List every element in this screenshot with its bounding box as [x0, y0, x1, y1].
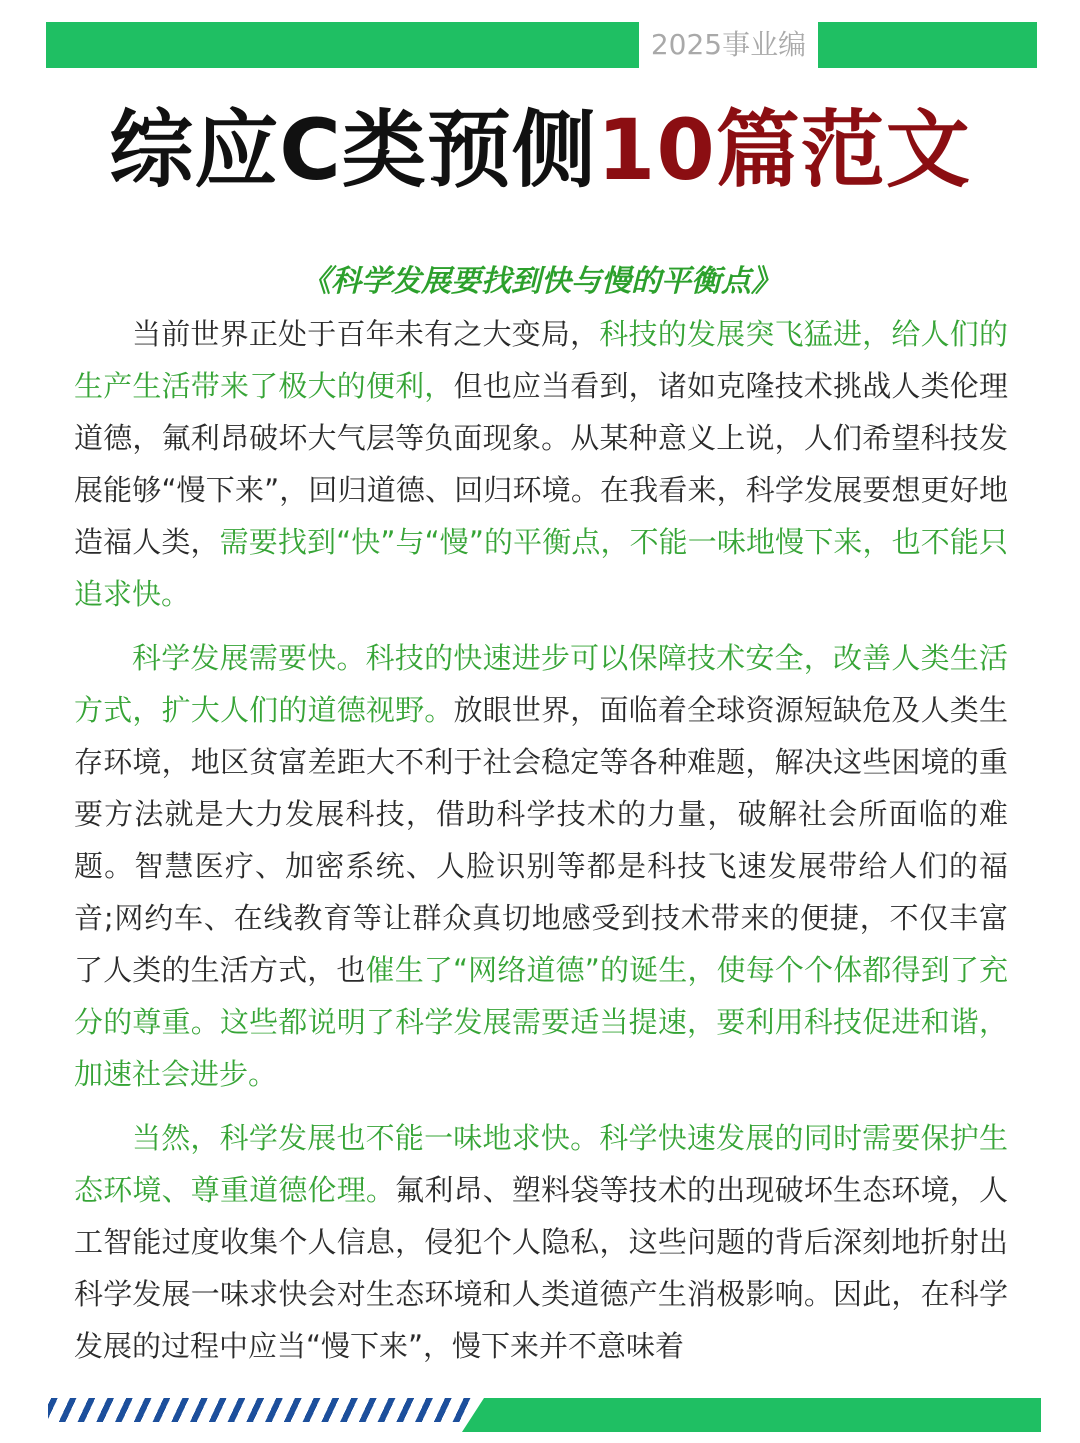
text-segment: 但也应当看到，诸如克隆技术挑战人类伦理道德，氟利昂破坏大气层等负面现象。从某种意义上说，人们希望科技发展能够“慢下来”，回归道德、回归环境。在我看来，科学发展要想更好地造福人类，: [74, 369, 1008, 559]
text-segment: 放眼世界，面临着全球资源短缺危及人类生存环境，地区贫富差距大不利于社会稳定等各种难题，解决这些困境的重要方法就是大力发展科技，借助科学技术的力量，破解社会所面临的难题。智慧医疗、加密系统、人脸识别等都是科技飞速发展带给人们的福音;网约车、在线教育等让群众真切地感受到技术带来的便捷，不仅丰富了人类的生活方式，也: [74, 693, 1008, 987]
highlighted-text-segment: 科技的发展突飞猛进，给人们的生产生活带来了极大的便利，: [74, 317, 1008, 403]
page-title: [0, 92, 1080, 208]
text-segment: 当前世界正处于百年未有之大变局，: [132, 317, 600, 351]
top-decor-bar-right: [818, 22, 1037, 68]
highlighted-text-segment: 需要找到“快”与“慢”的平衡点，不能一味地慢下来，也不能只追求快。: [74, 525, 1008, 611]
bottom-stripe-decor: [48, 1398, 478, 1422]
essay-paragraph-2: [74, 632, 1008, 1100]
essay-paragraph-1: [74, 308, 1008, 620]
highlighted-text-segment: 当然，科学发展也不能一味地求快。科学快速发展的同时需要保护生态环境、尊重道德伦理。: [74, 1121, 1008, 1207]
highlighted-text-segment: 催生了“网络道德”的诞生，使每个个体都得到了充分的尊重。这些都说明了科学发展需要适当提速，要利用科技促进和谐，加速社会进步。: [74, 953, 1008, 1091]
page-title-red: 10篇范文: [596, 101, 971, 199]
text-segment: 氟利昂、塑料袋等技术的出现破坏生态环境，人工智能过度收集个人信息，侵犯个人隐私，这些问题的背后深刻地折射出科学发展一味求快会对生态环境和人类道德产生消极影响。因此，在科学发展的过程中应当“慢下来”，慢下来并不意味着: [74, 1173, 1008, 1363]
bottom-decor-bar: [462, 1398, 1041, 1432]
essay-paragraph-3: [74, 1112, 1008, 1372]
essay-body: [74, 256, 1008, 1372]
top-tag-label: 2025事业编: [650, 28, 807, 61]
highlighted-text-segment: 科学发展需要快。科技的快速进步可以保障技术安全，改善人类生活方式，扩大人们的道德视野。: [74, 641, 1008, 727]
top-decor-bar-left: [46, 22, 639, 68]
essay-title: 《科学发展要找到快与慢的平衡点》: [301, 264, 781, 299]
page-title-black: 综应C类预侧: [109, 101, 597, 199]
